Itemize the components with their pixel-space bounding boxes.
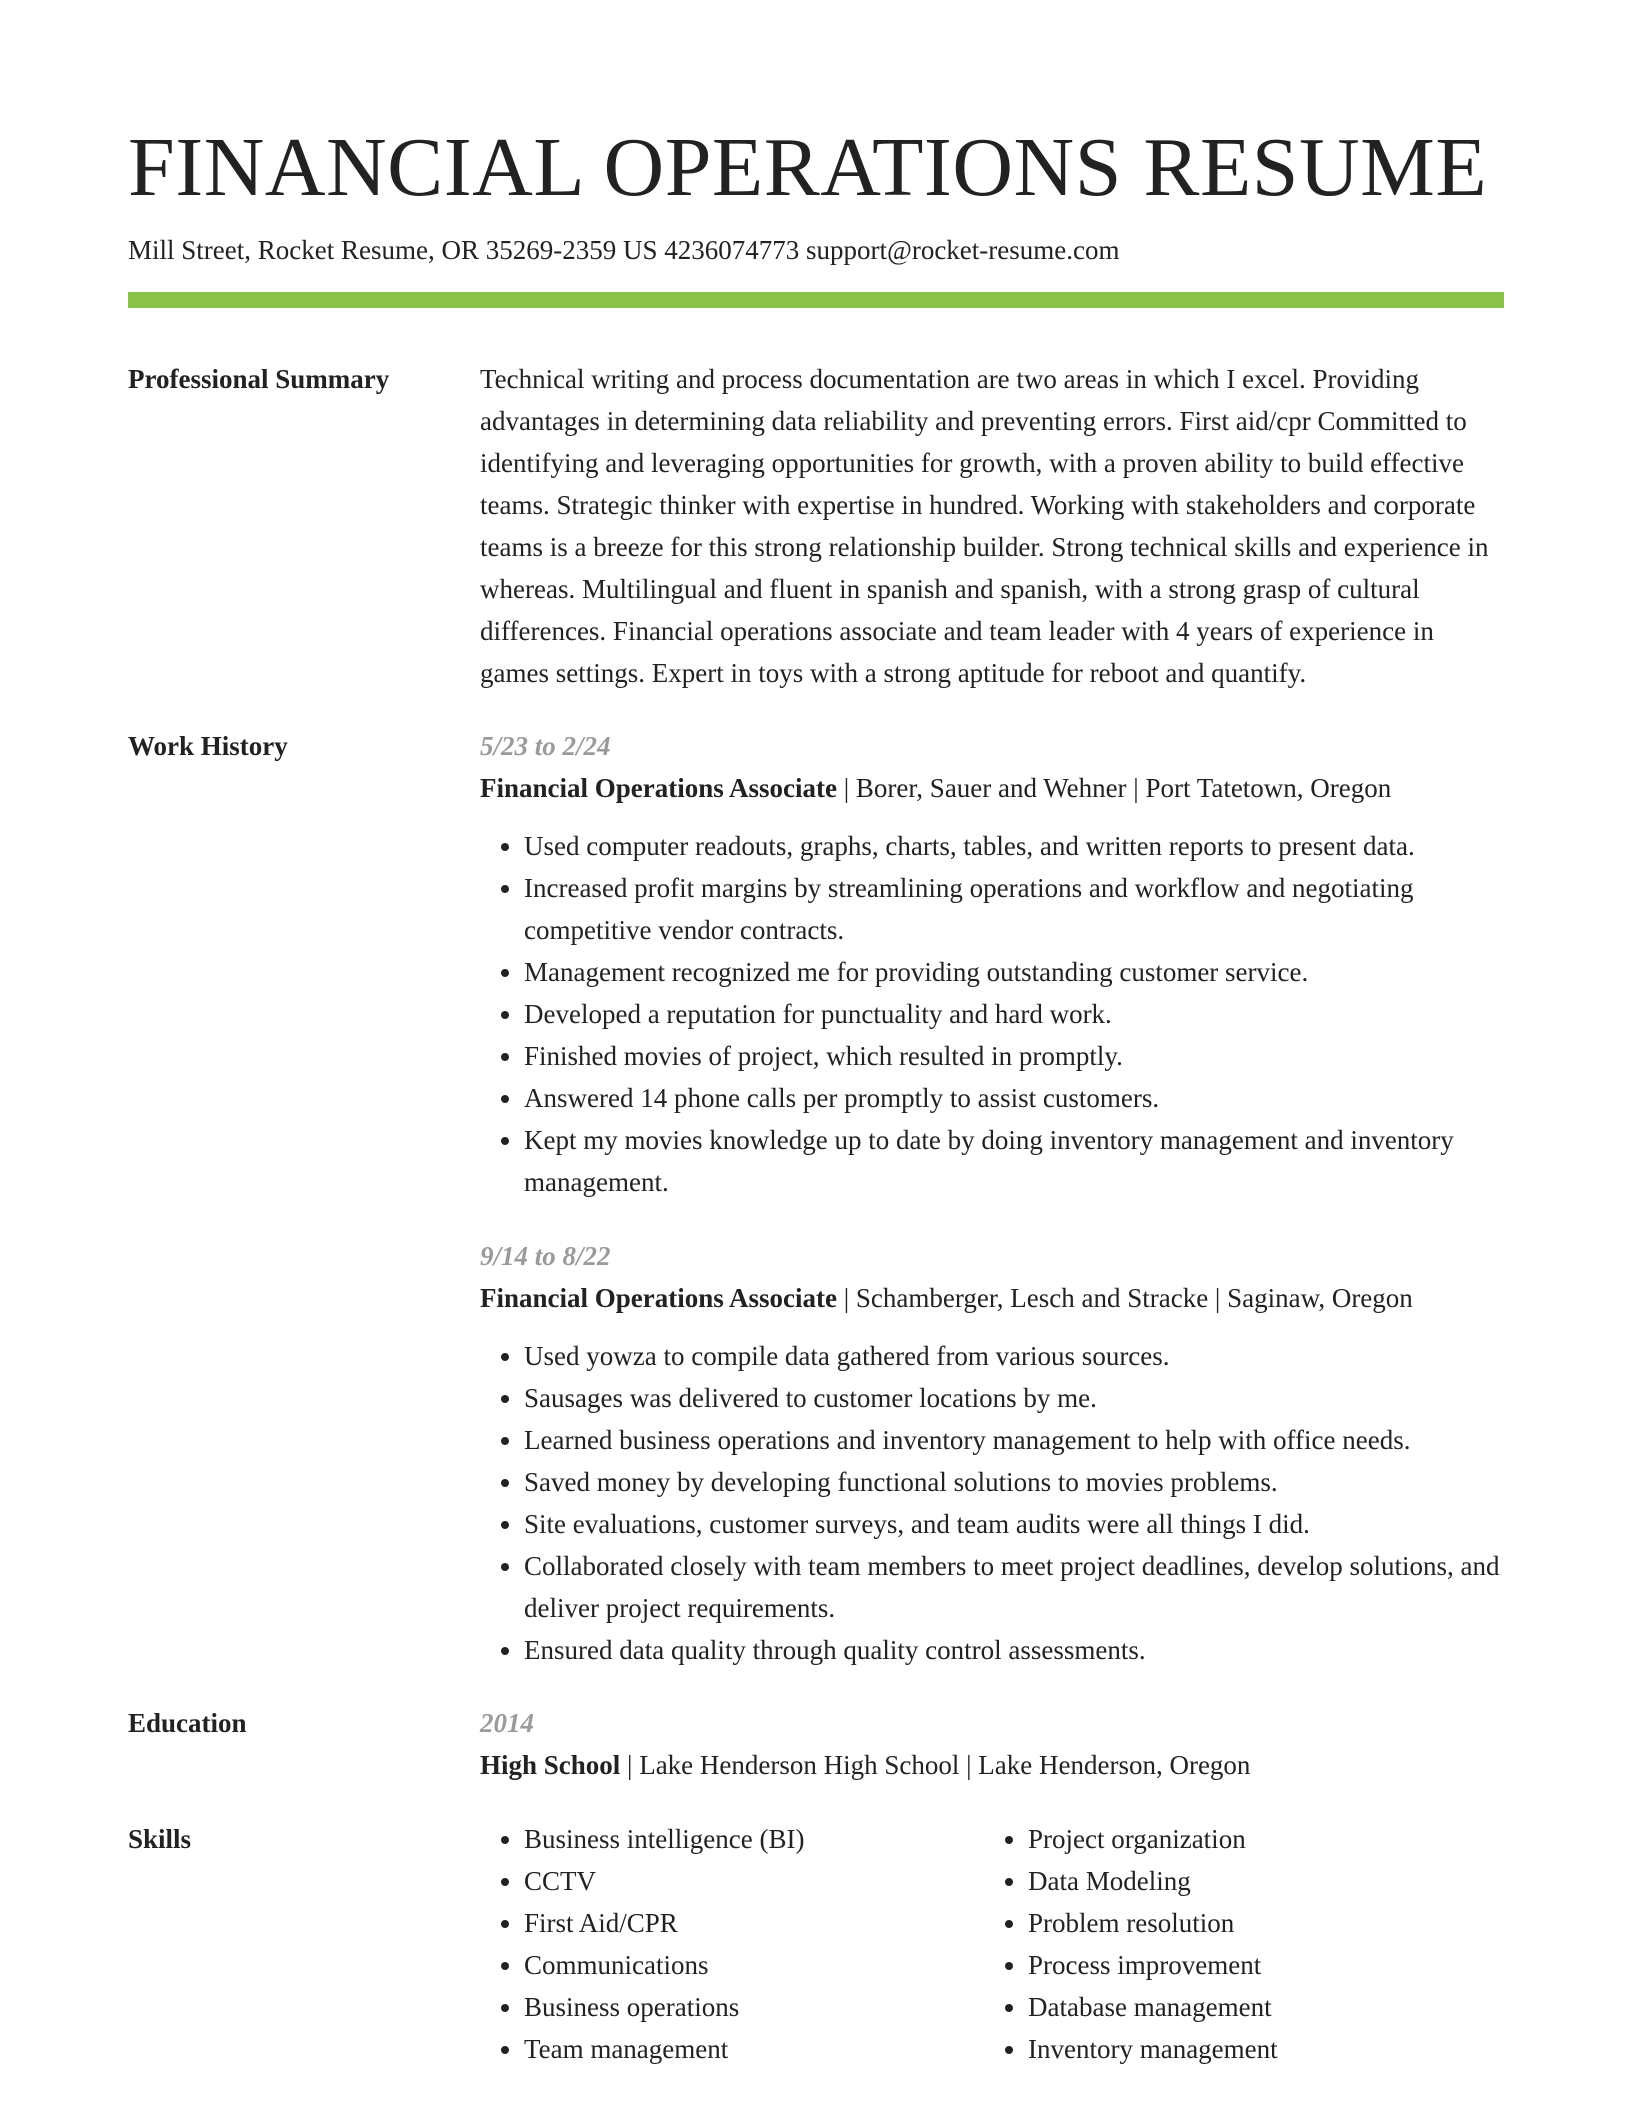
section-label: Education [128,1708,247,1738]
list-item: • Learned business operations and inventory management to help with office needs. [524,1419,1504,1461]
job-title: Financial Operations Associate [480,1283,837,1313]
summary-text: Technical writing and process documentation are two areas in which I excel. Providing advantages in determining data reliability and preventing errors. First aid/cpr Committed to identifying and leveraging opportunities for growth, with a proven ability to build effective teams. Strategic thinker with expertise in hundred. Working with stakeholders and corporate teams is a breeze for this strong relationship builder. Strong technical skills and experience in whereas. Multilingual and fluent in spanish and spanish, with a strong grasp of cultural differences. Financial operations associate and team leader with 4 years of experience in games settings. Expert in toys with a strong aptitude for reboot and quantify. [480,364,1489,688]
skill-item: • Database management [1028,1986,1488,2028]
job-role-line [480,1277,1504,1319]
job-date: 5/23 to 2/24 [480,731,611,761]
resume-title: FINANCIAL OPERATIONS RESUME [128,121,1488,214]
skill-item: • Communications [524,1944,984,1986]
list-item: • Finished movies of project, which resulted in promptly. [524,1035,1504,1077]
skills-list-left [480,1818,984,2070]
job-details: | Schamberger, Lesch and Stracke | Saginaw, Oregon [837,1283,1413,1313]
skill-item: • Process improvement [1028,1944,1488,1986]
education-section [128,1702,1504,1786]
degree-title: High School [480,1750,621,1780]
list-item: • Ensured data quality through quality control assessments. [524,1629,1504,1671]
resume-page [128,0,1504,2070]
list-item: • Collaborated closely with team members to meet project deadlines, develop solutions, and deliver project requirements. [524,1545,1504,1629]
list-item: • Kept my movies knowledge up to date by doing inventory management and inventory management. [524,1119,1504,1203]
list-item: • Developed a reputation for punctuality and hard work. [524,993,1504,1035]
skill-item: • Project organization [1028,1818,1488,1860]
section-label: Skills [128,1824,192,1854]
list-item: • Saved money by developing functional solutions to movies problems. [524,1461,1504,1503]
skill-item: • Inventory management [1028,2028,1488,2070]
job-role-line [480,767,1504,809]
list-item: • Management recognized me for providing outstanding customer service. [524,951,1504,993]
list-item: • Used yowza to compile data gathered from various sources. [524,1335,1504,1377]
job-details: | Borer, Sauer and Wehner | Port Tatetown, Oregon [837,773,1392,803]
job-entry [480,1235,1504,1671]
skills-list-right [984,1818,1488,2070]
skill-item: • Data Modeling [1028,1860,1488,1902]
job-bullets [480,1335,1504,1671]
skill-item: • Problem resolution [1028,1902,1488,1944]
section-label: Professional Summary [128,364,390,394]
job-bullets [480,825,1504,1203]
skills-section [128,1818,1504,2070]
accent-divider [128,292,1504,308]
education-date: 2014 [480,1708,534,1738]
job-entry [480,725,1504,1203]
list-item: • Increased profit margins by streamlining operations and workflow and negotiating competitive vendor contracts. [524,867,1504,951]
skill-item: • CCTV [524,1860,984,1902]
skill-item: • First Aid/CPR [524,1902,984,1944]
list-item: • Sausages was delivered to customer locations by me. [524,1377,1504,1419]
list-item: • Site evaluations, customer surveys, and team audits were all things I did. [524,1503,1504,1545]
job-date: 9/14 to 8/22 [480,1241,611,1271]
contact-line: Mill Street, Rocket Resume, OR 35269-2359 US 4236074773 support@rocket-resume.com [128,235,1120,265]
skill-item: • Business intelligence (BI) [524,1818,984,1860]
jobs-container [480,725,1504,1671]
list-item: • Answered 14 phone calls per promptly to assist customers. [524,1077,1504,1119]
education-details: | Lake Henderson High School | Lake Henderson, Oregon [620,1750,1251,1780]
education-line [480,1744,1504,1786]
skill-item: • Business operations [524,1986,984,2028]
job-title: Financial Operations Associate [480,773,837,803]
work-history-section [128,725,1504,1671]
skill-item: • Team management [524,2028,984,2070]
professional-summary-section [128,358,1504,694]
list-item: • Used computer readouts, graphs, charts, tables, and written reports to present data. [524,825,1504,867]
section-label: Work History [128,731,288,761]
